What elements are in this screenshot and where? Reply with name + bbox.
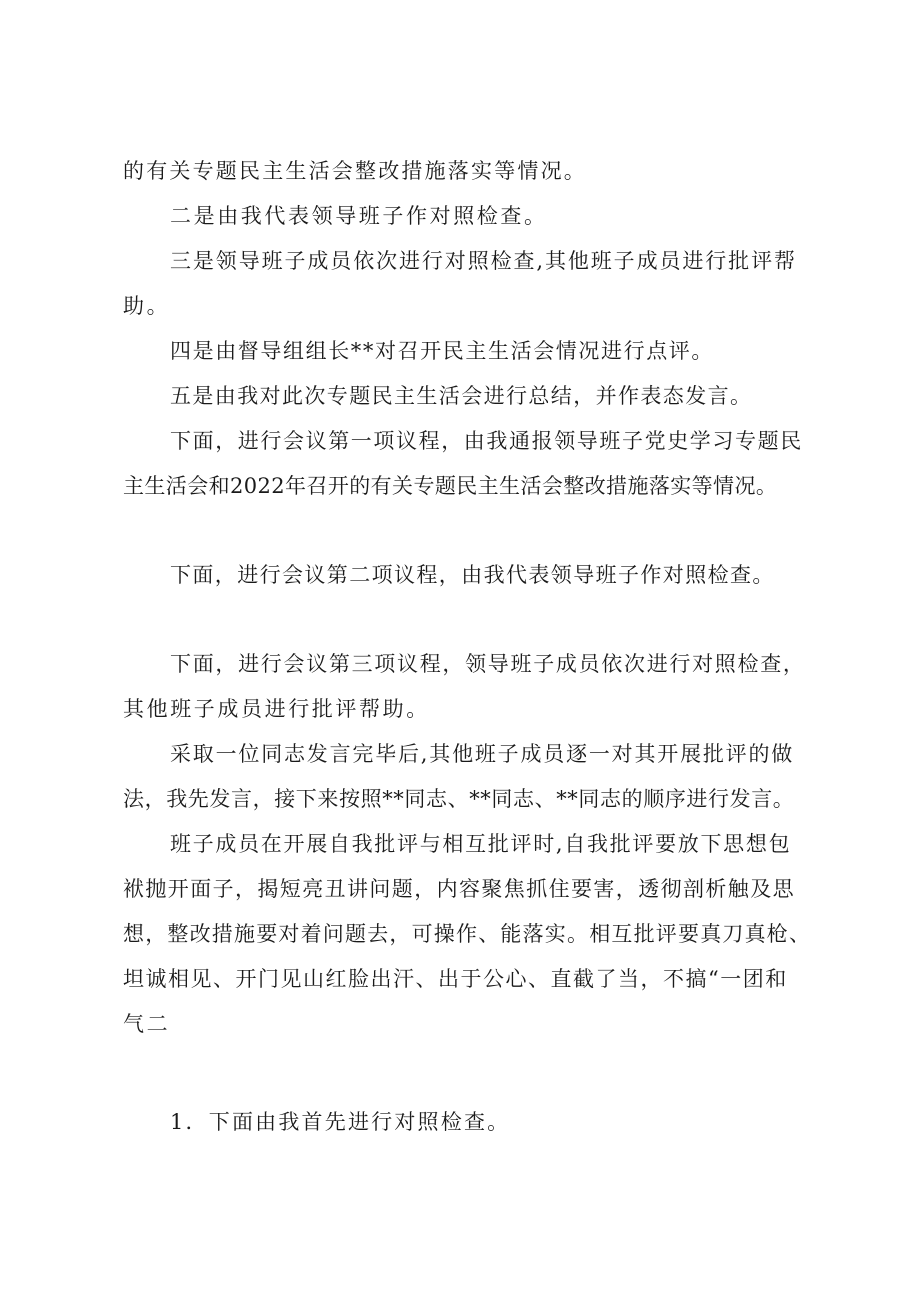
- text-line: 的有关专题民主生活会整改措施落实等情况。: [123, 159, 587, 183]
- text-line: 法，我先发言，接下来按照**同志、**同志、**同志的顺序进行发言。: [123, 787, 795, 811]
- text-line: 三是领导班子成员依次进行对照检查,其他班子成员进行批评帮: [170, 249, 797, 273]
- text-line: 其他班子成员进行批评帮助。: [123, 697, 430, 721]
- text-line: 气二: [123, 1012, 171, 1036]
- text-line: 五是由我对此次专题民主生活会进行总结，并作表态发言。: [170, 384, 753, 408]
- text-line: 主生活会和2022年召开的有关专题民主生活会整改措施落实等情况。: [123, 474, 778, 498]
- text-line: 班子成员在开展自我批评与相互批评时,自我批评要放下思想包: [170, 832, 792, 856]
- text-line: 二是由我代表领导班子作对照检查。: [170, 204, 548, 228]
- text-line: 坦诚相见、开门见山红脸出汗、出于公心、直截了当，不搞“一团和: [123, 967, 788, 991]
- text-line: 下面，进行会议第一项议程，由我通报领导班子党史学习专题民: [170, 429, 803, 453]
- text-line: 四是由督导组组长**对召开民主生活会情况进行点评。: [170, 339, 714, 363]
- list-item: 1．下面由我首先进行对照检查。: [170, 1110, 511, 1134]
- text-line: 袱抛开面子，揭短亮丑讲问题，内容聚焦抓住要害，透彻剖析触及思: [123, 877, 795, 901]
- text-line: 采取一位同志发言完毕后,其他班子成员逐一对其开展批评的做: [170, 742, 795, 766]
- text-line: 下面，进行会议第三项议程，领导班子成员依次进行对照检查，: [170, 652, 806, 676]
- text-line: 助。: [123, 294, 171, 318]
- text-line: 下面，进行会议第二项议程，由我代表领导班子作对照检查。: [170, 563, 775, 587]
- text-line: 想，整改措施要对着问题去，可操作、能落实。相互批评要真刀真枪、: [123, 922, 812, 946]
